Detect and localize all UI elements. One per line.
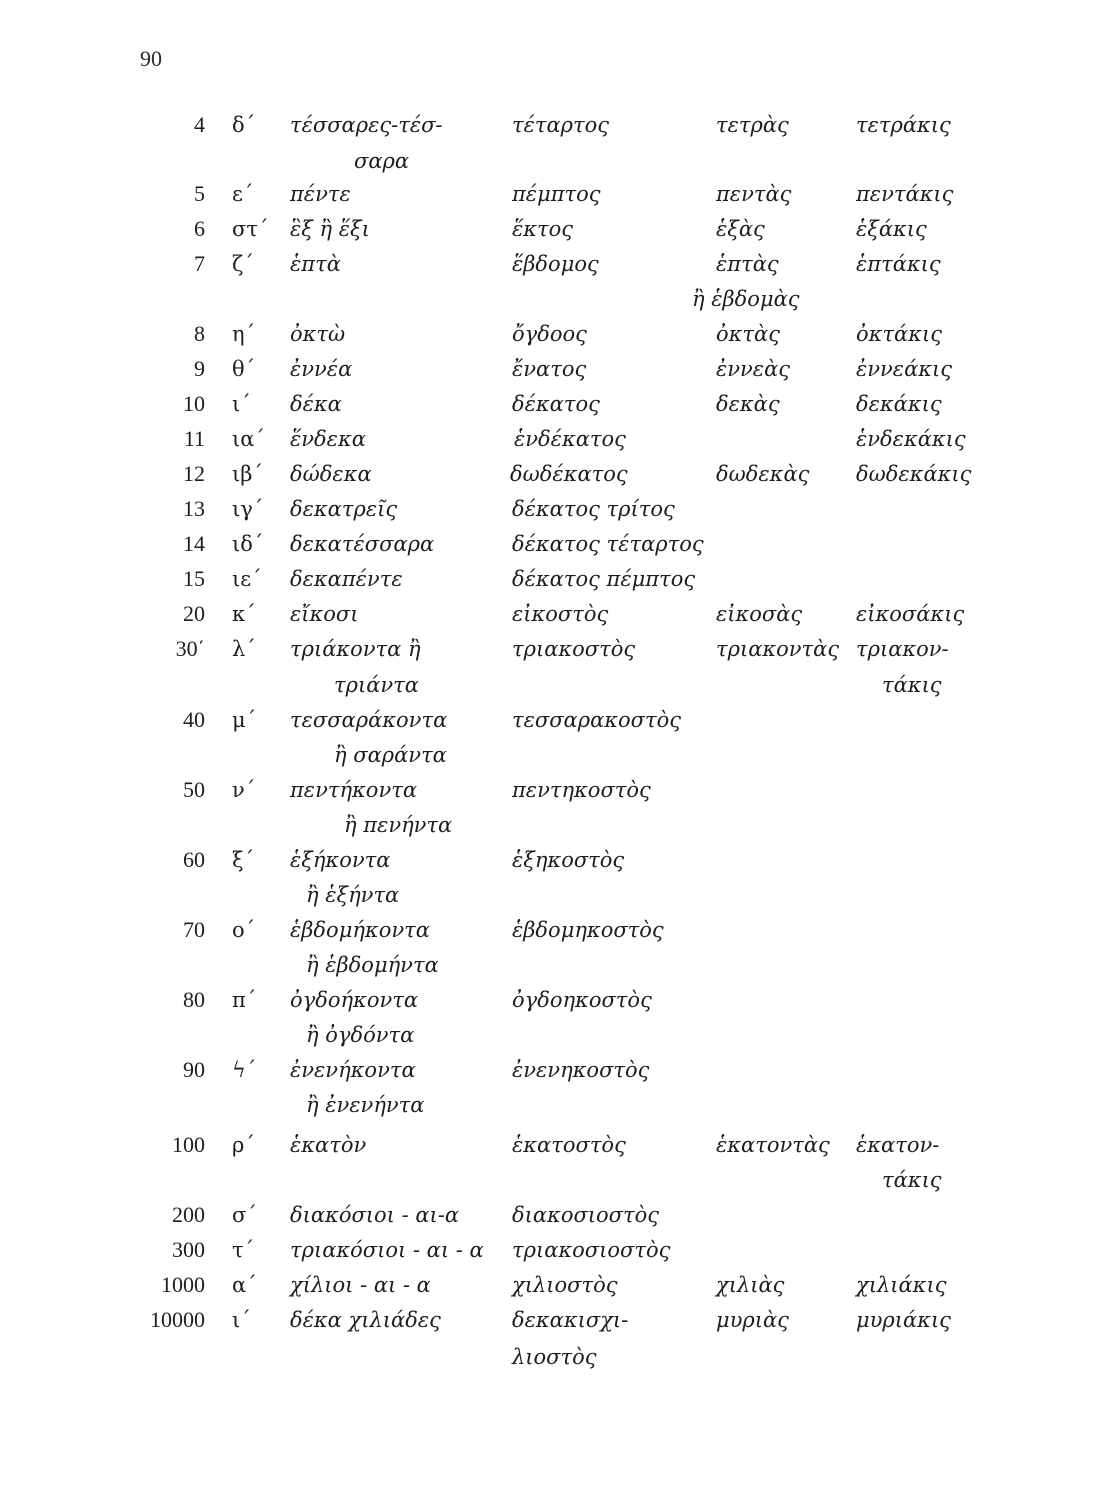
row-symbol: π΄ [232, 988, 257, 1012]
ordinal-cell: τριακοστὸς [512, 637, 636, 661]
row-number: 20 [183, 601, 205, 626]
row-number: 11 [183, 426, 205, 451]
collective-cell: ἑκατοντὰς [716, 1133, 830, 1157]
collective-cell: πεντὰς [716, 182, 792, 206]
row-symbol: δ΄ [232, 113, 256, 137]
collective-cell: ἑπτὰς [716, 252, 779, 276]
cardinal-cell: ἢ ὀγδόντα [306, 1023, 415, 1047]
adverb-cell: ἑπτάκις [856, 252, 941, 276]
ordinal-cell: εἰκοστὸς [512, 602, 609, 626]
row-symbol: θ΄ [232, 357, 256, 381]
cardinal-cell: σαρα [354, 149, 410, 173]
row-symbol: ζ΄ [232, 252, 254, 276]
collective-cell: ἢ ἑβδομὰς [692, 287, 800, 311]
cardinal-cell: ὀγδοήκοντα [290, 988, 419, 1012]
cardinal-cell: ἢ ἑβδομήντα [306, 953, 439, 977]
cardinal-cell: πεντήκοντα [290, 778, 418, 802]
row-symbol: ε΄ [232, 182, 254, 206]
cardinal-cell: ὀκτὼ [290, 322, 346, 346]
row-symbol: η΄ [232, 322, 256, 346]
ordinal-cell: ἑνδέκατος [514, 427, 626, 451]
ordinal-cell: λιοστὸς [512, 1345, 597, 1369]
collective-cell: εἰκοσὰς [716, 602, 803, 626]
cardinal-cell: τριακόσιοι - αι - α [290, 1238, 484, 1262]
adverb-cell: ἑκατον- [856, 1133, 940, 1157]
row-number: 60 [183, 847, 205, 872]
row-number: 300 [172, 1237, 205, 1262]
adverb-cell: εἰκοσάκις [856, 602, 965, 626]
row-number: 30΄ [175, 636, 205, 661]
row-number: 1000 [161, 1272, 205, 1297]
adverb-cell: μυριάκις [856, 1308, 951, 1332]
row-number: 80 [183, 987, 205, 1012]
row-number: 100 [172, 1132, 205, 1157]
ordinal-cell: ἕκτος [512, 217, 574, 241]
row-symbol: ι΄ [232, 1308, 251, 1332]
ordinal-cell: ὄγδοος [512, 322, 587, 346]
row-symbol: ιγ΄ [232, 497, 264, 521]
ordinal-cell: ἑκατοστὸς [512, 1133, 626, 1157]
row-number: 13 [183, 496, 205, 521]
ordinal-cell: ἑξηκοστὸς [512, 848, 625, 872]
ordinal-cell: δέκατος τρίτος [512, 497, 675, 521]
row-number: 9 [194, 356, 205, 381]
ordinal-cell: διακοσιοστὸς [512, 1203, 660, 1227]
row-number: 50 [183, 777, 205, 802]
ordinal-cell: δεκακισχι- [512, 1308, 629, 1332]
ordinal-cell: ἑβδομηκοστὸς [512, 918, 664, 942]
cardinal-cell: διακόσιοι - αι-α [290, 1203, 460, 1227]
row-symbol: ι΄ [232, 392, 251, 416]
row-symbol: α΄ [232, 1273, 257, 1297]
row-symbol: ν΄ [232, 778, 256, 802]
ordinal-cell: ὀγδοηκοστὸς [512, 988, 652, 1012]
row-number: 10000 [150, 1307, 205, 1332]
page-number: 90 [140, 46, 162, 71]
cardinal-cell: δεκατέσσαρα [290, 532, 435, 556]
ordinal-cell: πέμπτος [512, 182, 601, 206]
adverb-cell: τριακον- [856, 637, 949, 661]
cardinal-cell: ἢ πενήντα [344, 813, 453, 837]
ordinal-cell: τριακοσιοστὸς [512, 1238, 671, 1262]
ordinal-cell: δέκατος πέμπτος [512, 567, 696, 591]
row-symbol: ια΄ [232, 427, 265, 451]
cardinal-cell: ἑξήκοντα [290, 848, 391, 872]
row-number: 90 [183, 1057, 205, 1082]
adverb-cell: χιλιάκις [856, 1273, 947, 1297]
adverb-cell: δωδεκάκις [856, 462, 972, 486]
cardinal-cell: δώδεκα [290, 462, 372, 486]
cardinal-cell: δέκα [290, 392, 342, 416]
cardinal-cell: τεσσαράκοντα [290, 708, 448, 732]
cardinal-cell: δεκαπέντε [290, 567, 403, 591]
row-number: 14 [183, 531, 205, 556]
adverb-cell: τάκις [882, 1168, 942, 1192]
ordinal-cell: χιλιοστὸς [512, 1273, 618, 1297]
row-number: 7 [194, 251, 205, 276]
row-number: 15 [183, 566, 205, 591]
row-symbol: σ΄ [232, 1203, 257, 1227]
collective-cell: χιλιὰς [716, 1273, 785, 1297]
ordinal-cell: δέκατος [512, 392, 600, 416]
cardinal-cell: ἢ ἐνενήντα [306, 1093, 425, 1117]
cardinal-cell: χίλιοι - αι - α [290, 1273, 431, 1297]
row-number: 40 [183, 707, 205, 732]
ordinal-cell: ἐνενηκοστὸς [512, 1058, 650, 1082]
cardinal-cell: ἕνδεκα [290, 427, 366, 451]
cardinal-cell: δεκατρεῖς [290, 497, 398, 521]
row-number: 8 [194, 321, 205, 346]
row-symbol: στ΄ [232, 217, 269, 241]
row-number: 5 [194, 181, 205, 206]
row-number: 6 [194, 216, 205, 241]
row-number: 10 [183, 391, 205, 416]
adverb-cell: δεκάκις [856, 392, 942, 416]
row-symbol: κ΄ [232, 602, 256, 626]
row-symbol: ιε΄ [232, 567, 262, 591]
row-number: 12 [183, 461, 205, 486]
cardinal-cell: ἑβδομήκοντα [290, 918, 430, 942]
adverb-cell: ἑνδεκάκις [856, 427, 966, 451]
adverb-cell: τετράκις [856, 113, 951, 137]
collective-cell: ὀκτὰς [716, 322, 780, 346]
cardinal-cell: ἑπτὰ [290, 252, 341, 276]
row-symbol: λ΄ [232, 637, 256, 661]
row-symbol: ο΄ [232, 918, 256, 942]
row-number: 4 [194, 112, 205, 137]
collective-cell: τριακοντὰς [716, 637, 840, 661]
row-symbol: μ΄ [232, 708, 257, 732]
row-symbol: ξ΄ [232, 848, 255, 872]
ordinal-cell: δωδέκατος [510, 462, 628, 486]
row-symbol: ρ΄ [232, 1133, 255, 1157]
row-symbol: ιδ΄ [232, 532, 264, 556]
collective-cell: δωδεκὰς [716, 462, 810, 486]
collective-cell: ἑξὰς [716, 217, 765, 241]
adverb-cell: πεντάκις [856, 182, 954, 206]
row-number: 200 [172, 1202, 205, 1227]
row-number: 70 [183, 917, 205, 942]
cardinal-cell: εἴκοσι [290, 602, 359, 626]
row-symbol: τ΄ [232, 1238, 255, 1262]
cardinal-cell: ἢ ἑξήντα [306, 883, 400, 907]
adverb-cell: ἐννεάκις [856, 357, 953, 381]
row-symbol: ϟ΄ [232, 1058, 257, 1082]
collective-cell: μυριὰς [716, 1308, 789, 1332]
ordinal-cell: τεσσαρακοστὸς [512, 708, 682, 732]
ordinal-cell: πεντηκοστὸς [512, 778, 651, 802]
row-symbol: ιβ΄ [232, 462, 263, 486]
cardinal-cell: τριάκοντα ἢ [290, 637, 421, 661]
collective-cell: ἐννεὰς [716, 357, 791, 381]
cardinal-cell: τέσσαρες-τέσ- [290, 113, 443, 137]
adverb-cell: τάκις [882, 673, 942, 697]
cardinal-cell: τριάντα [334, 673, 419, 697]
ordinal-cell: τέταρτος [512, 113, 610, 137]
adverb-cell: ἑξάκις [856, 217, 927, 241]
cardinal-cell: ἐννέα [290, 357, 353, 381]
cardinal-cell: ἐνενήκοντα [290, 1058, 416, 1082]
collective-cell: τετρὰς [716, 113, 789, 137]
cardinal-cell: ἑκατὸν [290, 1133, 367, 1157]
collective-cell: δεκὰς [716, 392, 780, 416]
cardinal-cell: ἓξ ἢ ἕξι [290, 217, 370, 241]
adverb-cell: ὀκτάκις [856, 322, 942, 346]
cardinal-cell: δέκα χιλιάδες [290, 1308, 441, 1332]
ordinal-cell: ἕβδομος [512, 252, 599, 276]
ordinal-cell: ἔνατος [512, 357, 587, 381]
cardinal-cell: ἢ σαράντα [334, 743, 447, 767]
cardinal-cell: πέντε [290, 182, 351, 206]
ordinal-cell: δέκατος τέταρτος [512, 532, 704, 556]
